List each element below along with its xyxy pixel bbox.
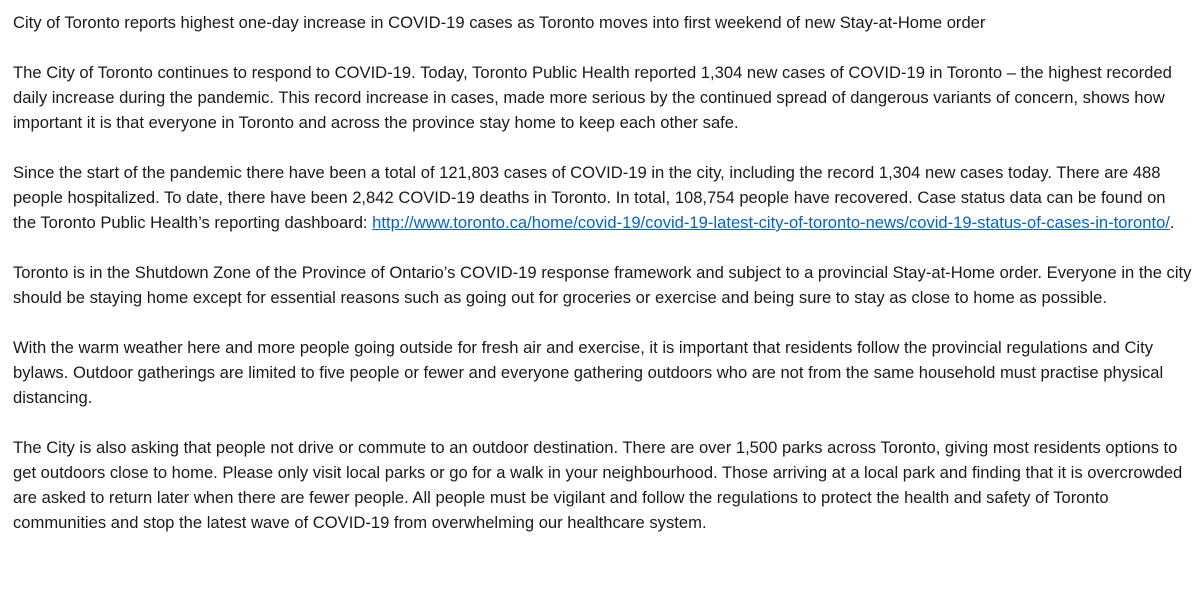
- paragraph-intro: The City of Toronto continues to respond to COVID-19. Today, Toronto Public Health reported 1,304 new cases of COVID-19 in Toronto – the highest recorded daily increase during the pandemic. This record increase in cases, made more serious by the continued spread of dangerous variants of concern, shows how important it is that everyone in Toronto and across the province stay home to keep each other safe.: [13, 63, 1172, 132]
- paragraph-case-stats-end: .: [1169, 213, 1175, 232]
- headline: City of Toronto reports highest one-day increase in COVID-19 cases as Toronto moves into first weekend of new Stay-at-Home order: [13, 13, 986, 32]
- paragraph-case-stats: [13, 160, 1193, 235]
- paragraph-outdoor-gatherings: With the warm weather here and more people going outside for fresh air and exercise, it is important that residents follow the provincial regulations and City bylaws. Outdoor gatherings are limited to five people or fewer and everyone gathering outdoors who are not from the same household must practise physical distancing.: [13, 338, 1164, 407]
- document-body: [13, 10, 1193, 535]
- paragraph-shutdown-zone: Toronto is in the Shutdown Zone of the Province of Ontario’s COVID-19 response framework and subject to a provincial Stay-at-Home order. Everyone in the city should be staying home except for essential reasons such as going out for groceries or exercise and being sure to stay as close to home as possible.: [13, 263, 1192, 307]
- dashboard-link[interactable]: http://www.toronto.ca/home/covid-19/covid-19-latest-city-of-toronto-news/covid-19-status-of-cases-in-toronto/: [372, 213, 1170, 232]
- paragraph-case-stats-text: Since the start of the pandemic there have been a total of 121,803 cases of COVID-19 in the city, including the record 1,304 new cases today. There are 488 people hospitalized. To date, there have been 2,842 COVID-19 deaths in Toronto. In total, 108,754 people have recovered. Case status data can be found on the Toronto Public Health’s reporting dashboard:: [13, 163, 1166, 232]
- paragraph-parks: The City is also asking that people not drive or commute to an outdoor destination. There are over 1,500 parks across Toronto, giving most residents options to get outdoors close to home. Please only visit local parks or go for a walk in your neighbourhood. Those arriving at a local park and finding that it is overcrowded are asked to return later when there are fewer people. All people must be vigilant and follow the regulations to protect the health and safety of Toronto communities and stop the latest wave of COVID-19 from overwhelming our healthcare system.: [13, 438, 1183, 532]
